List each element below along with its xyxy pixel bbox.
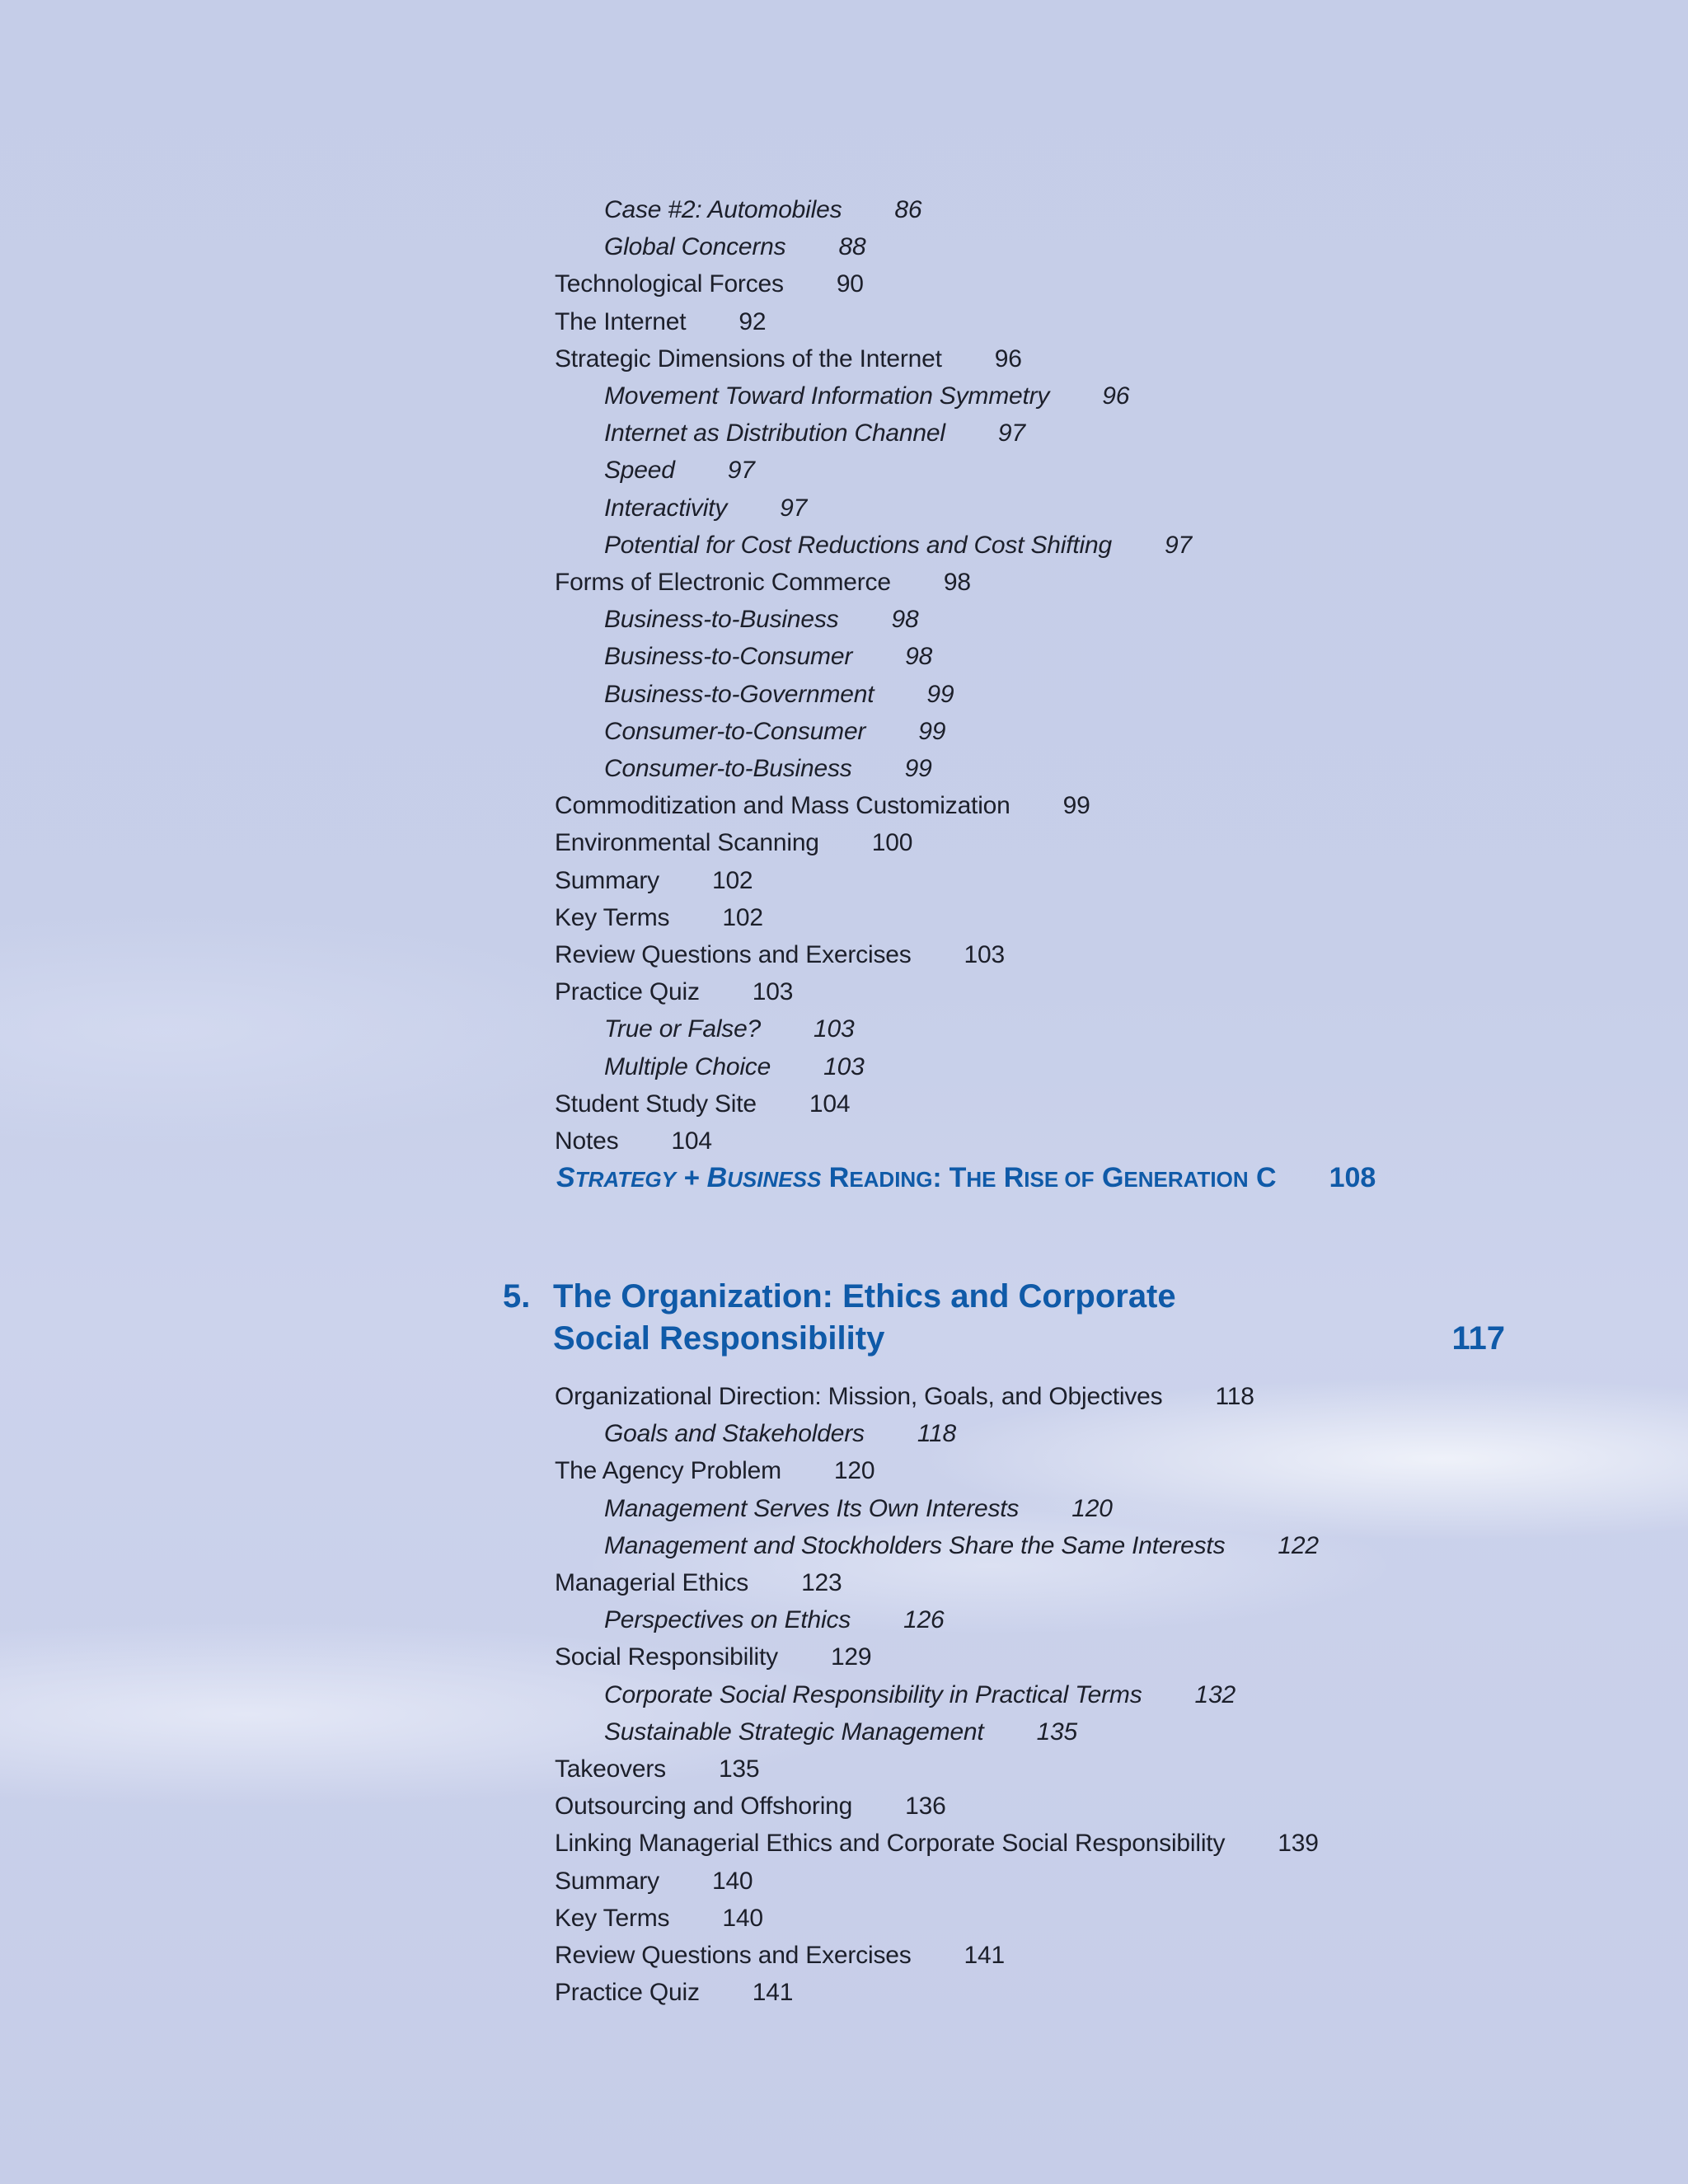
reading-entry[interactable]: STRATEGY + BUSINESS READING: THE RISE OF GENERATION C 108: [556, 1162, 1376, 1193]
toc-page-number: 122: [1278, 1531, 1319, 1559]
toc-page-number: 135: [1036, 1718, 1078, 1746]
toc-entry-title: Takeovers: [555, 1755, 666, 1783]
toc-subentry[interactable]: [604, 1415, 956, 1452]
toc-entry[interactable]: [555, 340, 1022, 377]
toc-subentry[interactable]: [604, 601, 918, 638]
chapter-number: 5.: [503, 1278, 531, 1315]
toc-subentry[interactable]: [604, 1601, 945, 1638]
toc-entry[interactable]: [555, 1937, 1005, 1974]
toc-page-number: 141: [752, 1979, 794, 2007]
toc-entry-title: Notes: [555, 1127, 619, 1155]
toc-page-number: 98: [905, 643, 933, 671]
toc-page-number: 99: [1062, 792, 1090, 820]
toc-page-number: 97: [1164, 531, 1192, 559]
toc-subentry[interactable]: [604, 191, 921, 228]
toc-page-number: 120: [1071, 1494, 1113, 1522]
toc-subentry[interactable]: [604, 415, 1025, 452]
toc-entry-title: Management Serves Its Own Interests: [604, 1494, 1020, 1522]
toc-page-number: 97: [997, 419, 1025, 448]
toc-entry-title: Business-to-Business: [604, 606, 839, 634]
toc-entry[interactable]: [555, 1122, 712, 1160]
toc-entry-title: Organizational Direction: Mission, Goals, and Objectives: [555, 1383, 1163, 1410]
toc-entry-title: Consumer-to-Consumer: [604, 717, 866, 745]
toc-entry-title: Technological Forces: [555, 270, 784, 298]
toc-entry[interactable]: [555, 265, 864, 302]
toc-entry-title: Key Terms: [555, 1904, 670, 1932]
toc-page-number: 120: [833, 1457, 875, 1485]
toc-subentry[interactable]: [604, 1490, 1113, 1527]
toc-page-number: 97: [727, 457, 755, 485]
toc-subentry[interactable]: [604, 1010, 855, 1047]
toc-entry-title: Practice Quiz: [555, 1979, 700, 2007]
toc-entry-title: Key Terms: [555, 903, 670, 931]
toc-page-number: 98: [891, 606, 919, 634]
toc-entry-title: Review Questions and Exercises: [555, 941, 912, 968]
toc-page-number: 100: [871, 829, 913, 857]
toc-entry-title: Global Concerns: [604, 233, 786, 261]
toc-entry-title: Summary: [555, 866, 659, 894]
toc-subentry[interactable]: [604, 713, 945, 750]
toc-entry-title: Business-to-Government: [604, 680, 874, 708]
toc-page-number: 88: [838, 233, 866, 261]
toc-page-number: 104: [671, 1127, 712, 1155]
toc-page-number: 123: [801, 1569, 842, 1596]
toc-entry-title: Potential for Cost Reductions and Cost Shifting: [604, 531, 1112, 559]
toc-page-number: 102: [722, 903, 763, 931]
toc-entry[interactable]: [555, 1638, 871, 1675]
toc-entry-title: Commoditization and Mass Customization: [555, 792, 1010, 820]
toc-entry-title: Business-to-Consumer: [604, 643, 853, 671]
toc-entry[interactable]: [555, 1452, 874, 1489]
chapter-title-line-2: Social Responsibility: [553, 1320, 885, 1357]
toc-subentry[interactable]: [604, 490, 807, 527]
toc-entry[interactable]: [555, 1900, 763, 1937]
toc-page-number: 104: [809, 1090, 851, 1118]
toc-entry[interactable]: [555, 936, 1005, 973]
toc-page-number: 139: [1278, 1830, 1319, 1858]
toc-page-number: 118: [1215, 1383, 1254, 1410]
toc-page-number: 96: [994, 344, 1022, 373]
toc-page-number: 98: [943, 569, 971, 596]
toc-entry[interactable]: [555, 1085, 850, 1122]
toc-entry-title: Management and Stockholders Share the Same Interests: [604, 1531, 1226, 1559]
toc-subentry[interactable]: [604, 676, 954, 713]
toc-entry[interactable]: [555, 862, 753, 899]
reading-title: STRATEGY + BUSINESS: [556, 1162, 822, 1193]
toc-subentry[interactable]: [604, 1713, 1077, 1750]
toc-subentry[interactable]: [604, 1676, 1236, 1713]
toc-entry-title: Environmental Scanning: [555, 829, 819, 857]
toc-entry-title: Movement Toward Information Symmetry: [604, 382, 1050, 410]
toc-entry[interactable]: [555, 1788, 946, 1825]
toc-page-number: 99: [904, 755, 932, 782]
toc-page-number: 92: [738, 307, 767, 335]
toc-page-number: 135: [718, 1755, 760, 1783]
toc-entry-title: Interactivity: [604, 494, 728, 522]
toc-entry-title: The Agency Problem: [555, 1457, 781, 1485]
toc-subentry[interactable]: [604, 1527, 1319, 1564]
toc-entry-title: Sustainable Strategic Management: [604, 1718, 984, 1746]
toc-entry-title: Social Responsibility: [555, 1643, 778, 1671]
toc-entry-title: Forms of Electronic Commerce: [555, 569, 891, 596]
reading-page-number: 108: [1329, 1162, 1376, 1193]
toc-entry[interactable]: [555, 824, 912, 861]
toc-page-number: 90: [836, 270, 864, 298]
toc-page-number: 86: [894, 196, 922, 223]
toc-entry-title: Practice Quiz: [555, 978, 700, 1006]
toc-entry-title: Multiple Choice: [604, 1052, 771, 1080]
toc-entry[interactable]: [555, 1863, 753, 1900]
toc-entry[interactable]: [555, 1564, 842, 1601]
toc-entry-title: Review Questions and Exercises: [555, 1942, 912, 1969]
toc-entry-title: Outsourcing and Offshoring: [555, 1793, 853, 1821]
toc-page-number: 99: [918, 717, 946, 745]
toc-entry-title: The Internet: [555, 307, 687, 335]
toc-entry-title: Corporate Social Responsibility in Practical Terms: [604, 1680, 1142, 1708]
toc-page-number: 103: [823, 1052, 865, 1080]
toc-subentry[interactable]: [604, 452, 755, 489]
toc-entry-title: Case #2: Automobiles: [604, 196, 842, 223]
toc-entry-title: Student Study Site: [555, 1090, 757, 1118]
toc-entry-title: Summary: [555, 1867, 659, 1895]
toc-subentry[interactable]: [604, 377, 1129, 415]
toc-page-number: 140: [711, 1867, 753, 1895]
toc-entry-title: Consumer-to-Business: [604, 755, 852, 782]
toc-entry-title: Internet as Distribution Channel: [604, 419, 945, 448]
toc-entry[interactable]: [555, 973, 793, 1010]
toc-subentry[interactable]: [604, 527, 1192, 564]
toc-entry-title: True or False?: [604, 1015, 762, 1043]
toc-subentry[interactable]: [604, 638, 932, 675]
toc-entry[interactable]: [555, 1750, 759, 1788]
toc-page-number: 141: [964, 1942, 1005, 1969]
toc-entry[interactable]: [555, 564, 971, 601]
chapter-title-line-1: The Organization: Ethics and Corporate: [553, 1278, 1176, 1315]
toc-page-number: 103: [814, 1015, 855, 1043]
toc-page-number: 97: [780, 494, 808, 522]
toc-entry[interactable]: [555, 1378, 1254, 1415]
toc-subentry[interactable]: [604, 1048, 865, 1085]
toc-entry[interactable]: [555, 303, 766, 340]
toc-page-number: 103: [752, 978, 794, 1006]
toc-page-number: 96: [1102, 382, 1130, 410]
toc-entry-title: Managerial Ethics: [555, 1569, 749, 1596]
toc-entry[interactable]: [555, 787, 1090, 824]
toc-entry-title: Goals and Stakeholders: [604, 1420, 865, 1448]
toc-page-number: 140: [722, 1904, 763, 1932]
toc-subentry[interactable]: [604, 750, 932, 787]
toc-page-number: 136: [905, 1793, 946, 1821]
toc-page-number: 126: [903, 1606, 945, 1634]
toc-entry[interactable]: [555, 899, 763, 936]
toc-entry-title: Speed: [604, 457, 675, 485]
toc-entry-title: Perspectives on Ethics: [604, 1606, 851, 1634]
toc-page-number: 118: [917, 1420, 957, 1448]
toc-page-number: 129: [830, 1643, 872, 1671]
toc-entry[interactable]: [555, 1974, 793, 2011]
toc-page-number: 102: [711, 866, 753, 894]
toc-entry[interactable]: [555, 1825, 1319, 1862]
toc-entry-title: Strategic Dimensions of the Internet: [555, 344, 942, 373]
chapter-page-number: 117: [1451, 1320, 1505, 1357]
toc-subentry[interactable]: [604, 228, 865, 265]
toc-page-number: 99: [926, 680, 954, 708]
toc-entry-title: Linking Managerial Ethics and Corporate Social Responsibility: [555, 1830, 1226, 1858]
toc-page-number: 103: [964, 941, 1005, 968]
toc-page-number: 132: [1194, 1680, 1236, 1708]
